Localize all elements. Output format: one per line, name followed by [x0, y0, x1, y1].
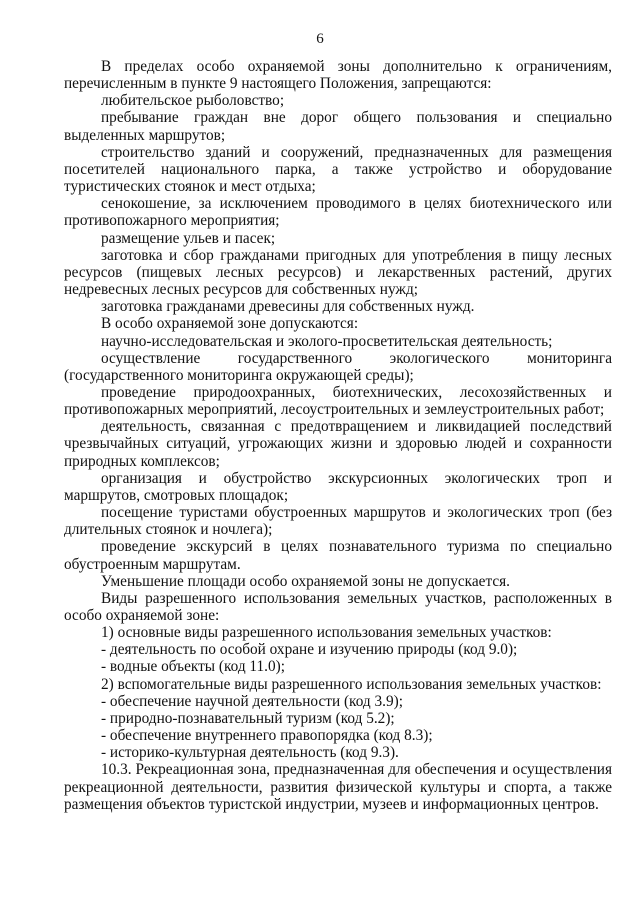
paragraph-wood-harvesting: заготовка гражданами древесины для собственных нужд. — [101, 298, 475, 316]
paragraph-permitted-intro: В особо охраняемой зоне допускаются: — [101, 315, 359, 333]
paragraph-prohibitions-intro: В пределах особо охраняемой зоны дополнительно к ограничениям, перечисленным в пункте 9 настоящего Положения, запрещаются: — [64, 58, 612, 93]
paragraph-tourist-visits: посещение туристами обустроенных маршрутов и экологических троп (без длительных стоянок и ночлега); — [64, 504, 612, 539]
paragraph-off-road-presence: пребывание граждан вне дорог общего пользования и специально выделенных маршрутов; — [64, 109, 612, 144]
paragraph-recreation-zone: 10.3. Рекреационная зона, предназначенная для обеспечения и осуществления рекреационной деятельности, развития физической культуры и спорта, а также размещения объектов туристской индустрии, музеев и информационных центров. — [64, 761, 612, 813]
paragraph-forest-resources: заготовка и сбор гражданами пригодных для употребления в пищу лесных ресурсов (пищевых лесных ресурсов) и лекарственных растений, других недревесных лесных ресурсов для собственных нужд; — [64, 246, 612, 299]
paragraph-aux-use-tourism: - природно-познавательный туризм (код 5.2); — [101, 709, 395, 727]
paragraph-emergency-response: деятельность, связанная с предотвращением и ликвидацией последствий чрезвычайных ситуаций, угрожающих жизни и здоровью людей и сохранности природных комплексов; — [64, 418, 612, 470]
paragraph-amateur-fishing: любительское рыболовство; — [101, 92, 285, 110]
paragraph-area-reduction: Уменьшение площади особо охраняемой зоны не допускается. — [101, 572, 510, 590]
paragraph-main-uses-heading: 1) основные виды разрешенного использования земельных участков: — [101, 624, 552, 642]
paragraph-aux-use-law-order: - обеспечение внутреннего правопорядка (код 8.3); — [101, 727, 433, 745]
paragraph-aux-use-science: - обеспечение научной деятельности (код 3.9); — [101, 692, 403, 710]
paragraph-haymaking: сенокошение, за исключением проводимого в целях биотехнического или противопожарного мероприятия; — [64, 195, 612, 230]
page-number: 6 — [316, 31, 324, 47]
paragraph-excursions: проведение экскурсий в целях познавательного туризма по специально обустроенным маршрутам. — [64, 538, 612, 573]
paragraph-aux-use-heritage: - историко-культурная деятельность (код 9.3). — [101, 744, 399, 762]
paragraph-main-use-protection: - деятельность по особой охране и изучению природы (код 9.0); — [101, 641, 518, 659]
paragraph-eco-trails: организация и обустройство экскурсионных экологических троп и маршрутов, смотровых площадок; — [64, 469, 612, 504]
paragraph-research: научно-исследовательская и эколого-просветительская деятельность; — [101, 332, 553, 350]
document-body — [64, 58, 612, 813]
paragraph-main-use-water: - водные объекты (код 11.0); — [101, 658, 285, 676]
paragraph-land-use-intro: Виды разрешенного использования земельных участков, расположенных в особо охраняемой зоне: — [64, 589, 612, 624]
paragraph-beehives: размещение ульев и пасек; — [101, 229, 276, 247]
paragraph-conservation-measures: проведение природоохранных, биотехнических, лесохозяйственных и противопожарных мероприятий, лесоустроительных и землеустроительных работ; — [64, 383, 612, 419]
paragraph-auxiliary-uses-heading: 2) вспомогательные виды разрешенного использования земельных участков: — [101, 675, 602, 693]
paragraph-monitoring: осуществление государственного экологического мониторинга (государственного мониторинга окружающей среды); — [64, 349, 612, 384]
paragraph-construction: строительство зданий и сооружений, предназначенных для размещения посетителей национального парка, а также устройство и оборудование туристических стоянок и мест отдыха; — [64, 143, 612, 196]
